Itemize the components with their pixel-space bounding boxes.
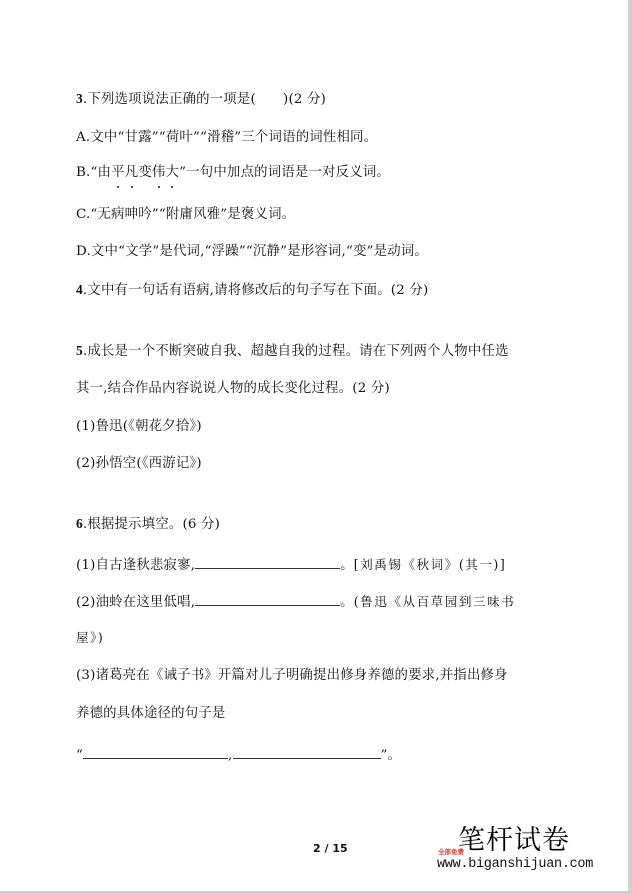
watermark-badge: 全部免费: [438, 848, 464, 856]
source-citation: (鲁迅《从百草园到三味书: [353, 594, 516, 609]
page-indicator: 2 / 15: [313, 842, 348, 855]
question-number: 4: [76, 282, 83, 297]
question-5-choice-2: (2)孙悟空(《西游记》): [76, 456, 202, 471]
question-6-item-3-answer: “ , ”。: [76, 744, 401, 765]
fill-blank[interactable]: [195, 591, 340, 606]
question-6-item-3-line1: (3)诸葛亮在《诫子书》开篇对儿子明确提出修身养德的要求,并指出修身: [76, 668, 508, 683]
emphasis-dot-char: 平: [111, 165, 125, 180]
fill-blank[interactable]: [83, 744, 228, 759]
emphasis-dot-char: 大: [165, 165, 180, 180]
source-citation: [刘禹锡《秋词》(其一)]: [353, 557, 507, 572]
question-6-item-1: (1)自古逢秋悲寂寥, 。[刘禹锡《秋词》(其一)]: [76, 554, 506, 575]
question-number: 5: [76, 343, 83, 358]
question-6-stem: 6.根据提示填空。(6 分): [76, 516, 221, 532]
watermark-title: 笔杆试卷: [458, 825, 570, 856]
option-b: B.“由平凡变伟大”一句中加点的词语是一对反义词。: [76, 165, 391, 180]
option-c: C.“无病呻吟”“附庸风雅”是褒义词。: [76, 207, 296, 222]
option-a: A.文中“甘露”“荷叶”“滑稽”三个词语的词性相同。: [76, 130, 378, 145]
question-4-stem: 4.文中有一句话有语病,请将修改后的句子写在下面。(2 分): [76, 282, 429, 298]
question-6-item-2: (2)油蛉在这里低唱, 。(鲁迅《从百草园到三味书: [76, 591, 515, 612]
question-number: 6: [76, 516, 83, 531]
watermark-url: www.biganshijuan.com: [437, 857, 594, 872]
fill-blank[interactable]: [195, 554, 340, 569]
question-3-stem: 3.下列选项说法正确的一项是( )(2 分): [76, 91, 327, 107]
question-6-item-3-line2: 养德的具体途径的句子是: [76, 706, 226, 721]
question-5-stem-line1: 5.成长是一个不断突破自我、超越自我的过程。请在下列两个人物中任选: [76, 343, 509, 359]
question-5-stem-line2: 其一,结合作品内容说说人物的成长变化过程。(2 分): [76, 381, 390, 396]
emphasis-dot-char: 伟: [151, 165, 166, 180]
question-5-choice-1: (1)鲁迅(《朝花夕拾》): [76, 419, 202, 434]
question-6-item-2-source-cont: 屋》): [76, 630, 105, 645]
fill-blank[interactable]: [233, 744, 381, 759]
emphasis-dot-char: 凡: [124, 165, 139, 180]
option-d: D.文中“文学”是代词,“浮躁”“沉静”是形容词,“变”是动词。: [76, 244, 429, 259]
question-number: 3: [76, 91, 83, 106]
